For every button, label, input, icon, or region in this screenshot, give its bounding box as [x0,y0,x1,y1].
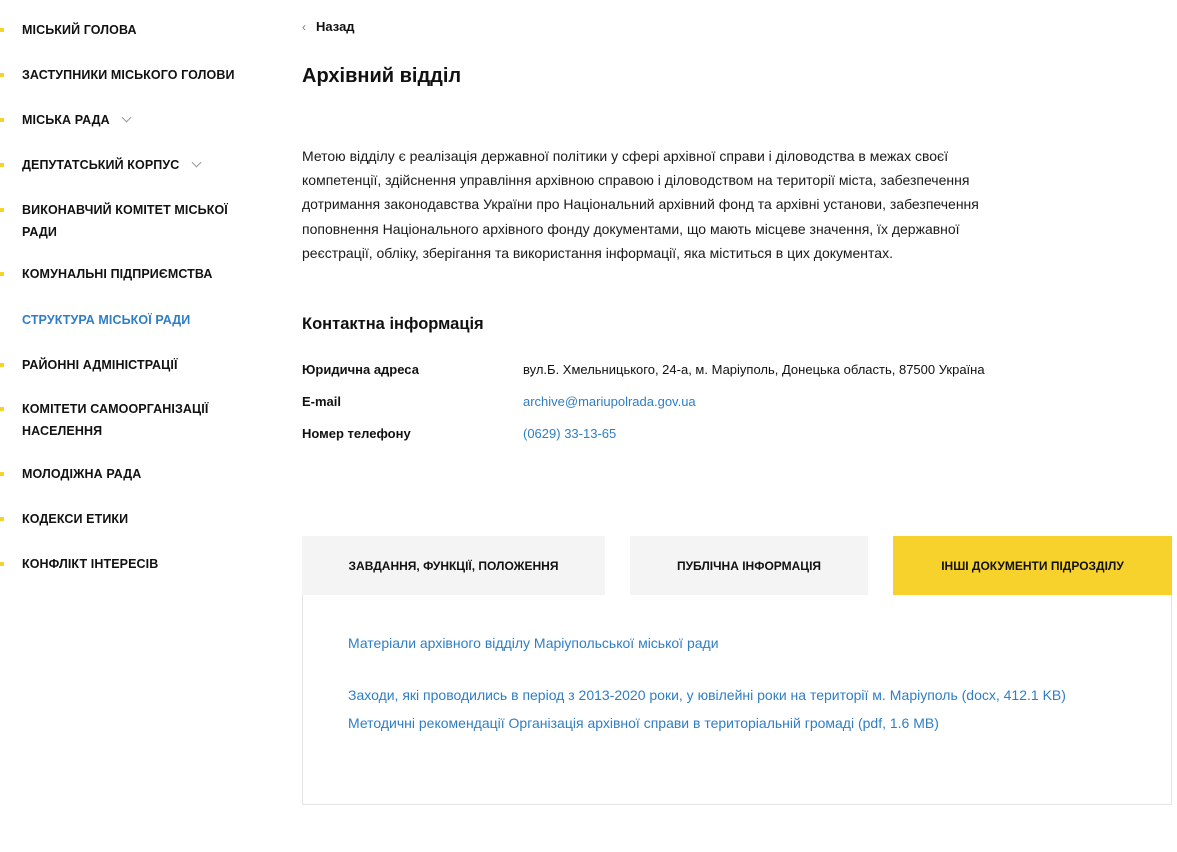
tab-public-info[interactable] [630,536,868,595]
email-link[interactable]: archive@mariupolrada.gov.ua [523,394,696,409]
bullet-icon [0,208,4,212]
sidebar-item-label: КОМУНАЛЬНІ ПІДПРИЄМСТВА [22,267,213,281]
sidebar-item-label-line2: НАСЕЛЕННЯ [22,424,103,438]
page-title: Архівний відділ [302,65,462,87]
phone-label: Номер телефону [302,426,411,441]
sidebar-item-label: РАЙОННІ АДМІНІСТРАЦІЇ [22,358,178,372]
document-link[interactable]: Матеріали архівного відділу Маріупольської міської ради [348,635,719,651]
sidebar-item-label: МІСЬКИЙ ГОЛОВА [22,23,137,37]
sidebar-item-ethics-codes[interactable] [0,508,260,530]
sidebar-item-label: ВИКОНАВЧИЙ КОМІТЕТ МІСЬКОЇ [22,203,228,217]
bullet-icon [0,163,4,167]
bullet-icon [0,363,4,367]
bullet-icon [0,28,4,32]
chevron-left-icon: ‹ [302,20,306,34]
sidebar-item-label: КОНФЛІКТ ІНТЕРЕСІВ [22,557,159,571]
sidebar-item-label: МОЛОДІЖНА РАДА [22,467,142,481]
sidebar-item-council-structure[interactable] [0,309,260,331]
tab-label: ІНШІ ДОКУМЕНТИ ПІДРОЗДІЛУ [941,558,1124,573]
chevron-down-icon[interactable] [122,113,132,123]
bullet-icon [0,517,4,521]
sidebar-item-label: КОДЕКСИ ЕТИКИ [22,512,129,526]
bullet-icon [0,407,4,411]
bullet-icon [0,272,4,276]
contact-info-heading: Контактна інформація [302,315,484,333]
sidebar-item-mayor[interactable] [0,19,260,41]
back-label: Назад [316,19,355,34]
sidebar-item-municipal-enterprises[interactable] [0,263,260,285]
sidebar-item-label: ЗАСТУПНИКИ МІСЬКОГО ГОЛОВИ [22,68,235,82]
tab-tasks-functions[interactable] [302,536,605,595]
tab-label: ПУБЛІЧНА ІНФОРМАЦІЯ [676,558,822,573]
sidebar-item-deputy-mayors[interactable] [0,64,260,86]
bullet-icon [0,73,4,77]
address-value: вул.Б. Хмельницького, 24-а, м. Маріуполь, Донецька область, 87500 Україна [523,362,985,377]
back-link[interactable] [302,19,355,34]
department-description: Метою відділу є реалізація державної політики у сфері архівної справи і діловодства в межах своєї компетенції, здійснення управління архівною справою і діловодством на території міста, забезпечення дотримання законодавства України про Національний архівний фонд та архівні установи, забезпечення поповнення Національного архівного фонду документами, що мають місцеве значення, їх державної реєстрації, обліку, зберігання та використання інформації, яка міститься в цих документах. [302,148,979,261]
sidebar-item-district-administrations[interactable] [0,354,260,376]
document-link[interactable]: Методичні рекомендації Організація архівної справи в територіальній громаді (pdf, 1.6 MB) [348,715,939,731]
sidebar-item-self-organization-committees[interactable] [0,398,260,442]
email-label: E-mail [302,394,342,409]
sidebar-item-city-council[interactable] [0,109,260,131]
sidebar-item-conflict-of-interest[interactable] [0,553,260,575]
sidebar-item-youth-council[interactable] [0,463,260,485]
phone-link[interactable]: (0629) 33-13-65 [523,426,617,441]
tab-panel-documents [302,595,1172,805]
chevron-down-icon[interactable] [191,158,201,168]
sidebar-item-executive-committee[interactable] [0,199,260,243]
sidebar-item-label: СТРУКТУРА МІСЬКОЇ РАДИ [22,313,191,327]
bullet-icon [0,472,4,476]
tab-other-documents[interactable] [893,536,1172,595]
tab-label: ЗАВДАННЯ, ФУНКЦІЇ, ПОЛОЖЕННЯ [348,558,559,573]
address-label: Юридична адреса [302,362,419,377]
sidebar-item-label: ДЕПУТАТСЬКИЙ КОРПУС [22,158,180,172]
sidebar-item-label: КОМІТЕТИ САМООРГАНІЗАЦІЇ [22,402,209,416]
sidebar-item-label-line2: РАДИ [22,225,58,239]
sidebar-item-deputies[interactable] [0,154,260,176]
sidebar-item-label: МІСЬКА РАДА [22,113,110,127]
bullet-icon [0,562,4,566]
document-link[interactable]: Заходи, які проводились в період з 2013-2020 роки, у ювілейні роки на території м. Маріуполь (docx, 412.1 KB) [348,687,1066,703]
bullet-icon [0,118,4,122]
